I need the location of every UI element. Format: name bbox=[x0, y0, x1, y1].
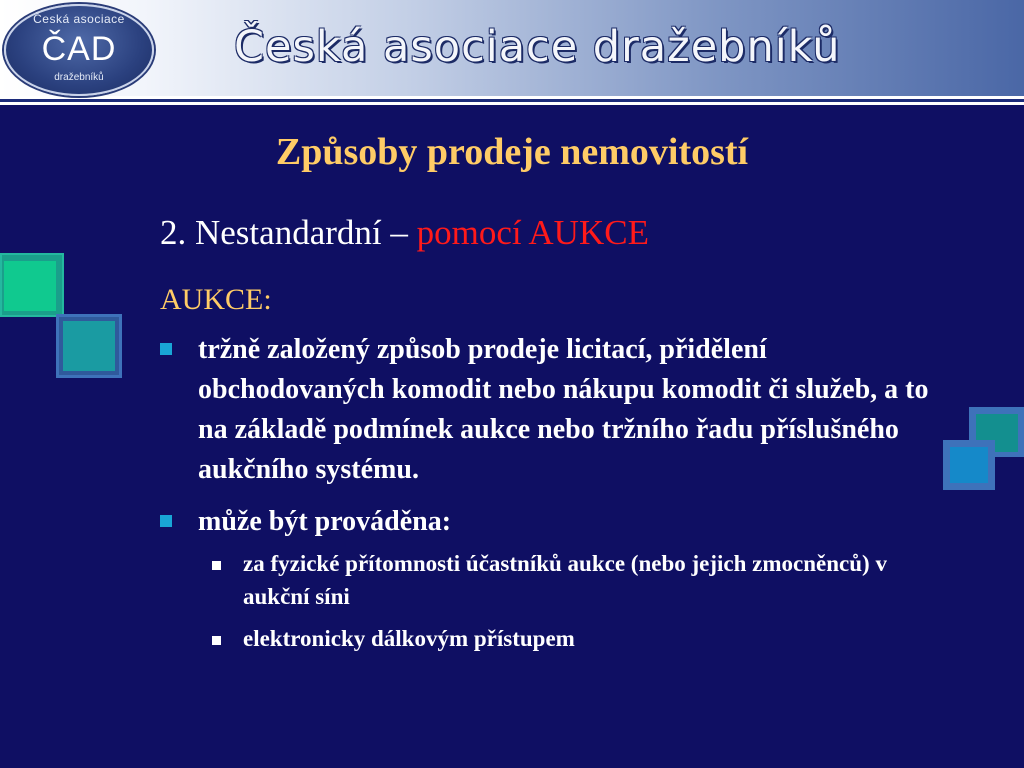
square-bullet-icon bbox=[212, 636, 221, 645]
sub-bullet-item bbox=[212, 622, 912, 655]
logo-arc-text: Česká asociace bbox=[33, 12, 125, 26]
slide-title: Způsoby prodeje nemovitostí bbox=[275, 131, 749, 173]
bullet-text: může být prováděna: bbox=[198, 506, 452, 537]
sub-bullet-text: za fyzické přítomnosti účastníků aukce (nebo jejich zmocněnců) v aukční síni bbox=[243, 551, 887, 609]
decorative-square-inner bbox=[63, 321, 115, 371]
cad-logo bbox=[4, 4, 154, 96]
square-bullet-icon bbox=[160, 515, 172, 527]
heading-prefix: 2. Nestandardní – bbox=[160, 213, 417, 252]
decorative-square-inner bbox=[4, 261, 56, 311]
square-bullet-icon bbox=[212, 561, 221, 570]
logo-sub-text: dražebníků bbox=[54, 72, 104, 83]
section-heading bbox=[160, 213, 649, 253]
sub-bullet-item bbox=[212, 547, 912, 613]
sub-bullet-text: elektronicky dálkovým přístupem bbox=[243, 626, 575, 651]
bullet-item bbox=[160, 330, 940, 490]
subheading: AUKCE: bbox=[160, 283, 272, 316]
logo-main-text: ČAD bbox=[41, 30, 117, 68]
bullet-text: tržně založený způsob prodeje licitací, přidělení obchodovaných komodit nebo nákupu komodit či služeb, a to na základě podmínek aukce nebo tržního řadu příslušného aukčního systému. bbox=[198, 334, 929, 485]
square-bullet-icon bbox=[160, 343, 172, 355]
decorative-square-inner bbox=[950, 447, 988, 483]
heading-highlight: pomocí AUKCE bbox=[416, 213, 649, 252]
header-divider-line bbox=[0, 99, 1024, 102]
bullet-item bbox=[160, 502, 940, 542]
organization-name: Česká asociace dražebníků bbox=[234, 22, 841, 72]
